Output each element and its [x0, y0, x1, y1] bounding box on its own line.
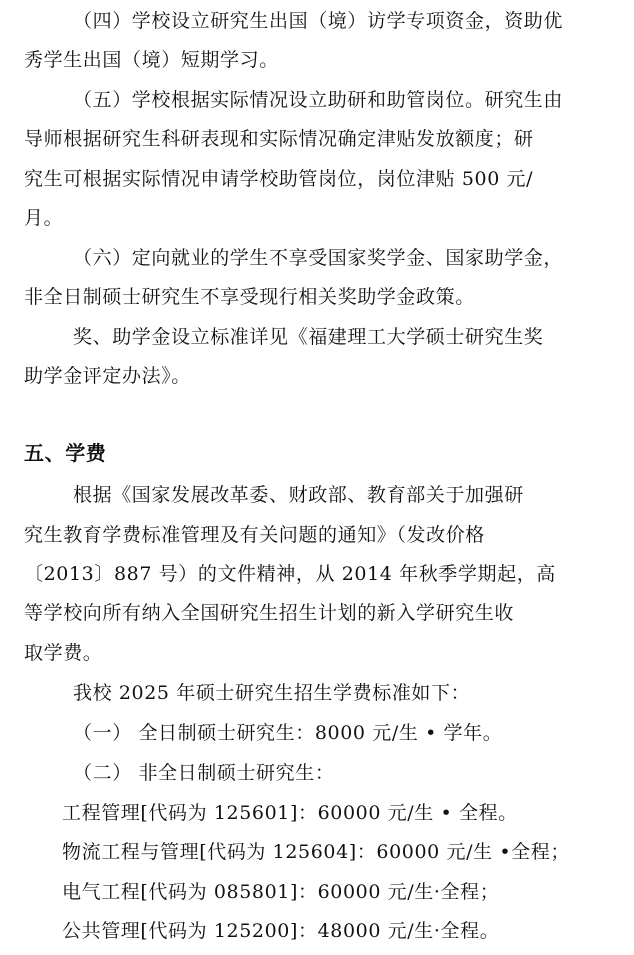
paragraph-item6-line-2: 非全日制硕士研究生不享受现行相关奖助学金政策。 [24, 286, 475, 308]
paragraph-item6-line-1: （六）定向就业的学生不享受国家奖学金、国家助学金， [73, 247, 564, 269]
paragraph-item5-line-2: 导师根据研究生科研表现和实际情况确定津贴发放额度；研 [24, 128, 534, 150]
paragraph-note-line-2: 助学金评定办法》。 [24, 365, 191, 387]
paragraph-intro-line-5: 取学费。 [24, 642, 103, 664]
tuition-program-item: 公共管理[代码为 125200]：48000 元/生·全程。 [62, 920, 500, 942]
tuition-program-item: 电气工程[代码为 085801]：60000 元/生·全程； [62, 881, 500, 903]
tuition-program-item: 工程管理[代码为 125601]：60000 元/生 • 全程。 [62, 802, 518, 824]
tuition-program-item: 物流工程与管理[代码为 125604]：60000 元/生 •全程； [62, 841, 570, 863]
paragraph-item4-line-2: 秀学生出国（境）短期学习。 [24, 49, 279, 71]
paragraph-intro-line-3: 〔2013〕887 号）的文件精神，从 2014 年秋季学期起，高 [24, 563, 556, 585]
tuition-part-time-title: （二） 非全日制硕士研究生： [73, 762, 335, 784]
paragraph-item4-line-1: （四）学校设立研究生出国（境）访学专项资金，资助优 [73, 10, 564, 32]
paragraph-item5-line-3: 究生可根据实际情况申请学校助管岗位，岗位津贴 500 元/ [24, 168, 534, 190]
paragraph-intro-line-4: 等学校向所有纳入全国研究生招生计划的新入学研究生收 [24, 602, 515, 624]
paragraph-item5-line-4: 月。 [24, 207, 64, 229]
paragraph-intro-line-1: 根据《国家发展改革委、财政部、教育部关于加强研 [73, 484, 524, 506]
tuition-full-time: （一） 全日制硕士研究生：8000 元/生 • 学年。 [73, 722, 503, 744]
tuition-standard-intro: 我校 2025 年硕士研究生招生学费标准如下： [73, 682, 471, 704]
paragraph-intro-line-2: 究生教育学费标准管理及有关问题的通知》（发改价格 [24, 524, 485, 546]
paragraph-note-line-1: 奖、助学金设立标准详见《福建理工大学硕士研究生奖 [73, 326, 544, 348]
section-heading-tuition: 五、学费 [24, 441, 107, 465]
paragraph-item5-line-1: （五）学校根据实际情况设立助研和助管岗位。研究生由 [73, 89, 564, 111]
